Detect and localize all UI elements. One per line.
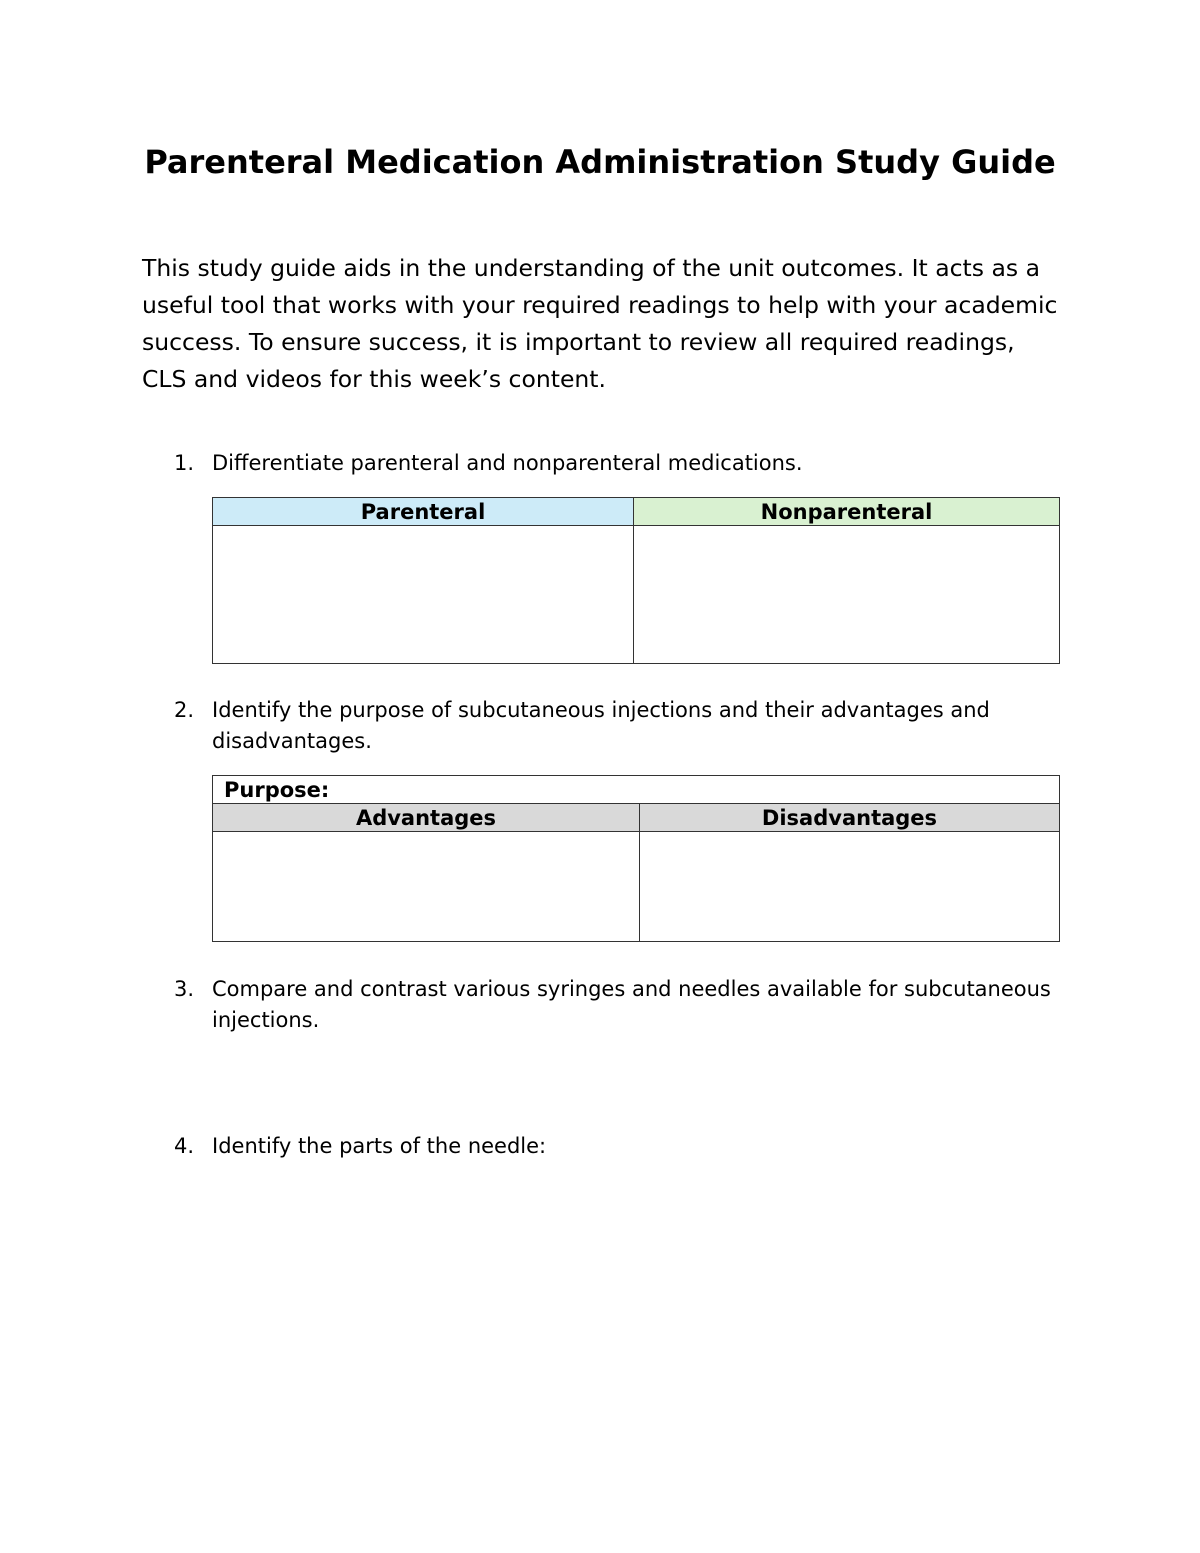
question-text: Identify the purpose of subcutaneous injections and their advantages and disadvantages. [212,698,990,753]
question-number: 2. [174,698,195,722]
parenteral-header: Parenteral [213,498,634,526]
question-item [174,448,1054,479]
purpose-cell[interactable] [213,776,1060,804]
question-text: Identify the parts of the needle: [212,1134,547,1158]
advantages-header: Advantages [213,804,640,832]
parenteral-answer-cell[interactable] [213,526,634,664]
nonparenteral-header: Nonparenteral [634,498,1060,526]
disadvantages-header: Disadvantages [640,804,1060,832]
purpose-label: Purpose: [224,777,330,802]
question-number: 1. [174,451,195,475]
question-text: Differentiate parenteral and nonparenteral medications. [212,451,803,475]
subcutaneous-table [212,775,1060,942]
disadvantages-answer-cell[interactable] [640,832,1060,942]
question-item [174,1131,1054,1162]
question-item [174,695,1054,757]
parenteral-comparison-table [212,497,1060,664]
question-text: Compare and contrast various syringes and needles available for subcutaneous injections. [212,977,1051,1032]
document-title: Parenteral Medication Administration Study Guide [144,143,1056,181]
advantages-answer-cell[interactable] [213,832,640,942]
nonparenteral-answer-cell[interactable] [634,526,1060,664]
question-number: 4. [174,1134,195,1158]
intro-paragraph: This study guide aids in the understanding of the unit outcomes. It acts as a useful tool that works with your required readings to help with your academic success. To ensure success, it is important to review all required readings, CLS and videos for this week’s content. [142,254,1058,393]
question-item [174,974,1054,1036]
question-number: 3. [174,977,195,1001]
